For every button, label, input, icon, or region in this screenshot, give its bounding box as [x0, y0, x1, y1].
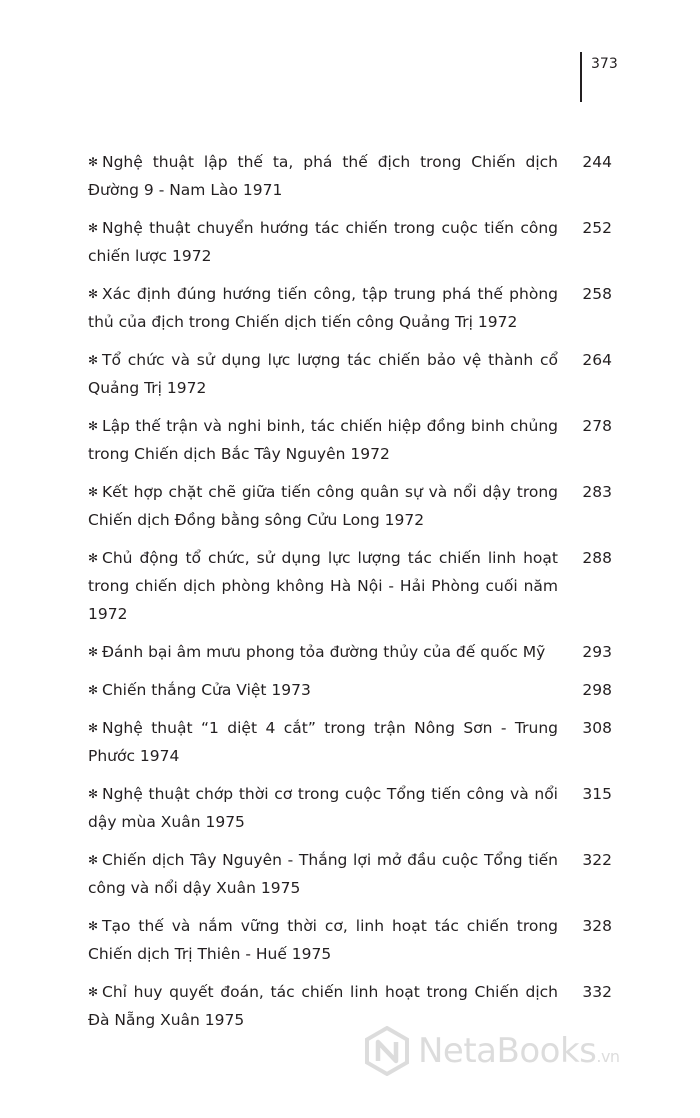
asterisk-bullet-icon: ✻ — [88, 985, 99, 999]
toc-entry — [88, 280, 612, 336]
toc-entry-title: ✻ Lập thế trận và nghi binh, tác chiến hiệp đồng binh chủng trong Chiến dịch Bắc Tây Nguyên 1972 — [88, 412, 558, 468]
asterisk-bullet-icon: ✻ — [88, 683, 99, 697]
asterisk-bullet-icon: ✻ — [88, 853, 99, 867]
toc-entry — [88, 346, 612, 402]
toc-entry — [88, 412, 612, 468]
toc-entry — [88, 214, 612, 270]
toc-entry-page: 328 — [582, 917, 612, 935]
toc-entry-page: 308 — [582, 719, 612, 737]
toc-entry-page: 244 — [582, 153, 612, 171]
asterisk-bullet-icon: ✻ — [88, 155, 99, 169]
toc-entry-page: 322 — [582, 851, 612, 869]
page-header — [580, 52, 618, 102]
toc-entry-title: ✻ Đánh bại âm mưu phong tỏa đường thủy của đế quốc Mỹ — [88, 638, 558, 666]
toc-entry-title: ✻ Tổ chức và sử dụng lực lượng tác chiến bảo vệ thành cổ Quảng Trị 1972 — [88, 346, 558, 402]
toc-entry — [88, 478, 612, 534]
toc-entry — [88, 846, 612, 902]
toc-entry-title: ✻ Nghệ thuật “1 diệt 4 cắt” trong trận Nông Sơn - Trung Phước 1974 — [88, 714, 558, 770]
toc-entry-title: ✻ Chiến thắng Cửa Việt 1973 — [88, 676, 558, 704]
toc-entry-title: ✻ Tạo thế và nắm vững thời cơ, linh hoạt tác chiến trong Chiến dịch Trị Thiên - Huế 1975 — [88, 912, 558, 968]
page-number: 373 — [591, 56, 618, 72]
toc-entry-page: 283 — [582, 483, 612, 501]
toc-entry — [88, 780, 612, 836]
toc-entry — [88, 638, 612, 666]
toc-entry-title: ✻ Xác định đúng hướng tiến công, tập trung phá thế phòng thủ của địch trong Chiến dịch tiến công Quảng Trị 1972 — [88, 280, 558, 336]
asterisk-bullet-icon: ✻ — [88, 645, 99, 659]
toc-entry-page: 288 — [582, 549, 612, 567]
toc-entry-page: 298 — [582, 681, 612, 699]
toc-entry — [88, 676, 612, 704]
asterisk-bullet-icon: ✻ — [88, 353, 99, 367]
asterisk-bullet-icon: ✻ — [88, 551, 99, 565]
toc-entry-title: ✻ Nghệ thuật lập thế ta, phá thế địch trong Chiến dịch Đường 9 - Nam Lào 1971 — [88, 148, 558, 204]
toc-entry-page: 252 — [582, 219, 612, 237]
toc-entry-page: 332 — [582, 983, 612, 1001]
asterisk-bullet-icon: ✻ — [88, 919, 99, 933]
toc-entry — [88, 148, 612, 204]
toc-entry-title: ✻ Kết hợp chặt chẽ giữa tiến công quân sự và nổi dậy trong Chiến dịch Đồng bằng sông Cửu Long 1972 — [88, 478, 558, 534]
toc-entry — [88, 912, 612, 968]
toc-entry-page: 264 — [582, 351, 612, 369]
toc-entry-title: ✻ Chiến dịch Tây Nguyên - Thắng lợi mở đầu cuộc Tổng tiến công và nổi dậy Xuân 1975 — [88, 846, 558, 902]
toc-entry — [88, 714, 612, 770]
asterisk-bullet-icon: ✻ — [88, 221, 99, 235]
watermark-suffix: .vn — [596, 1047, 620, 1066]
toc-entry — [88, 544, 612, 628]
toc-entry-page: 315 — [582, 785, 612, 803]
toc-entry-title: ✻ Nghệ thuật chuyển hướng tác chiến trong cuộc tiến công chiến lược 1972 — [88, 214, 558, 270]
asterisk-bullet-icon: ✻ — [88, 721, 99, 735]
netabooks-logo-icon — [362, 1026, 412, 1076]
asterisk-bullet-icon: ✻ — [88, 419, 99, 433]
toc-entry-page: 293 — [582, 643, 612, 661]
toc-entry-title: ✻ Chỉ huy quyết đoán, tác chiến linh hoạt trong Chiến dịch Đà Nẵng Xuân 1975 — [88, 978, 558, 1034]
toc-entry-page: 278 — [582, 417, 612, 435]
table-of-contents — [88, 148, 612, 1044]
toc-entry-title: ✻ Nghệ thuật chớp thời cơ trong cuộc Tổng tiến công và nổi dậy mùa Xuân 1975 — [88, 780, 558, 836]
asterisk-bullet-icon: ✻ — [88, 787, 99, 801]
toc-entry-title: ✻ Chủ động tổ chức, sử dụng lực lượng tác chiến linh hoạt trong chiến dịch phòng không Hà Nội - Hải Phòng cuối năm 1972 — [88, 544, 558, 628]
watermark — [362, 1026, 620, 1076]
watermark-brand: NetaBooks.vn — [418, 1031, 620, 1071]
toc-entry-page: 258 — [582, 285, 612, 303]
asterisk-bullet-icon: ✻ — [88, 287, 99, 301]
asterisk-bullet-icon: ✻ — [88, 485, 99, 499]
